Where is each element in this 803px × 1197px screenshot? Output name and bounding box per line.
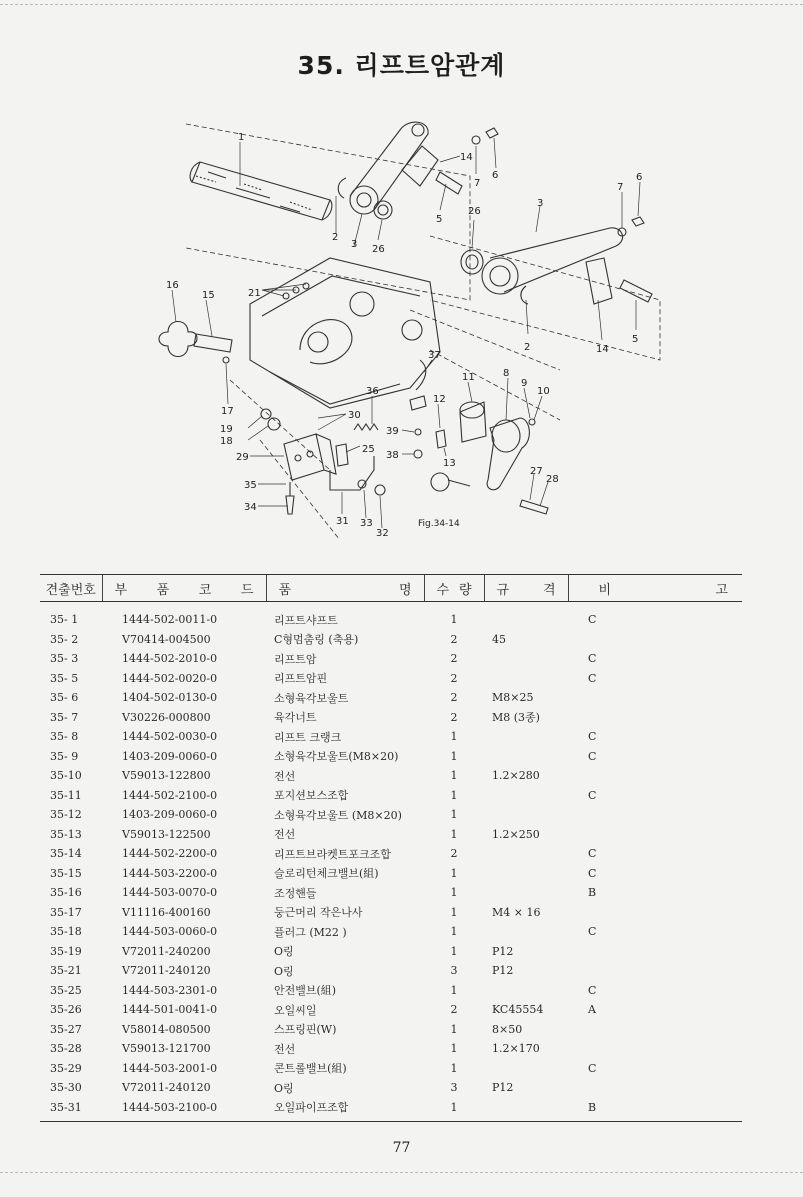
quantity-cell: 1: [450, 905, 458, 919]
spec-cell: [484, 1059, 568, 1079]
header-no: 견출번호: [40, 575, 102, 602]
table-row: [40, 649, 742, 669]
part-label: 13: [443, 458, 456, 469]
part-name-cell: 포지션보스조합: [274, 789, 349, 803]
note-cell: [568, 1078, 742, 1098]
note-cell: C: [588, 1061, 597, 1075]
table-row: [40, 766, 742, 786]
header-note-char: 고: [715, 582, 728, 598]
part-code-cell: V59013-122800: [122, 769, 211, 783]
part-label: 5: [632, 334, 639, 345]
spec-cell: M4 × 16: [492, 905, 541, 919]
part-code-cell: 1444-502-2100-0: [122, 788, 218, 802]
part-name-cell: 소형육각보울트 (M8×20): [274, 808, 402, 822]
part-label: 9: [521, 378, 528, 389]
table-row: [40, 786, 742, 806]
quantity-cell: 2: [450, 710, 458, 724]
page-number: 77: [392, 1140, 411, 1156]
part-name-cell: 리프트암: [274, 652, 317, 666]
part-number-cell: 35-29: [50, 1061, 82, 1075]
part-code-cell: 1444-502-0030-0: [122, 730, 218, 744]
header-qty-char: 량: [458, 582, 472, 598]
part-label: 16: [166, 280, 179, 291]
part-code-cell: V70414-004500: [122, 632, 211, 646]
part-label: 6: [636, 172, 643, 183]
part-label: 10: [537, 386, 550, 397]
part-name-cell: 전선: [274, 769, 296, 783]
spec-cell: [484, 844, 568, 864]
part-number-cell: 35-18: [50, 925, 82, 939]
table-row: [40, 688, 742, 708]
spec-cell: [484, 786, 568, 806]
part-code-cell: 1444-503-2200-0: [122, 866, 218, 880]
table-row: [40, 981, 742, 1001]
part-number-cell: 35-21: [50, 964, 82, 978]
part-name-cell: 소형육각보울트(M8×20): [274, 750, 399, 764]
quantity-cell: 2: [450, 1003, 458, 1017]
spec-cell: P12: [492, 1081, 514, 1095]
part-name-cell: 리프트암핀: [274, 672, 328, 686]
part-label: 28: [546, 474, 559, 485]
part-number-cell: 35- 8: [50, 730, 79, 744]
table-row: [40, 903, 742, 923]
part-number-cell: 35-17: [50, 905, 82, 919]
part-label: 36: [366, 386, 379, 397]
part-number-cell: 35-12: [50, 808, 82, 822]
part-name-cell: 리프트 크랭크: [274, 730, 342, 744]
table-row: [40, 630, 742, 650]
part-label: 33: [360, 518, 373, 529]
table-row: [40, 883, 742, 903]
note-cell: C: [588, 730, 597, 744]
part-label: 5: [436, 214, 443, 225]
part-code-cell: 1404-502-0130-0: [122, 691, 218, 705]
spec-cell: P12: [492, 964, 514, 978]
part-label: 7: [474, 178, 481, 189]
spec-cell: [484, 602, 568, 630]
part-number-cell: 35-11: [50, 788, 82, 802]
table-row: [40, 1078, 742, 1098]
spec-cell: P12: [492, 944, 514, 958]
table-row: [40, 602, 742, 630]
parts-table-body: [40, 602, 742, 1122]
part-code-cell: 1444-502-0020-0: [122, 671, 218, 685]
header-code: [102, 575, 266, 602]
quantity-cell: 1: [450, 730, 458, 744]
table-row: [40, 727, 742, 747]
spec-cell: [484, 747, 568, 767]
part-label: 39: [386, 426, 399, 437]
part-code-cell: 1444-503-0060-0: [122, 925, 218, 939]
header-qty: [424, 575, 484, 602]
note-cell: C: [588, 749, 597, 763]
spec-cell: M8×25: [492, 691, 534, 705]
spec-cell: [484, 864, 568, 884]
quantity-cell: 1: [450, 925, 458, 939]
note-cell: A: [588, 1003, 596, 1017]
quantity-cell: 1: [450, 886, 458, 900]
part-name-cell: 리프트샤프트: [274, 613, 338, 627]
part-label: 14: [596, 344, 609, 355]
note-cell: [568, 825, 742, 845]
spec-cell: [484, 649, 568, 669]
note-cell: C: [588, 652, 597, 666]
table-row: [40, 844, 742, 864]
spec-cell: [484, 981, 568, 1001]
parts-table: [40, 574, 742, 1122]
part-number-cell: 35-28: [50, 1042, 82, 1056]
part-label: 18: [220, 436, 233, 447]
part-number-cell: 35-25: [50, 983, 82, 997]
part-name-cell: 전선: [274, 828, 296, 842]
quantity-cell: 1: [450, 1042, 458, 1056]
spec-cell: 45: [492, 632, 506, 646]
header-name-char: 품: [278, 582, 292, 598]
note-cell: [568, 688, 742, 708]
part-label: 19: [220, 424, 233, 435]
spec-cell: [484, 805, 568, 825]
part-label: 26: [468, 206, 481, 217]
part-number-cell: 35- 3: [50, 652, 79, 666]
part-label: 12: [433, 394, 446, 405]
spec-cell: 1.2×170: [492, 1042, 540, 1056]
header-spec-char: 격: [542, 582, 556, 598]
quantity-cell: 2: [450, 847, 458, 861]
table-row: [40, 1059, 742, 1079]
part-name-cell: 둥근머리 작은나사: [274, 906, 363, 920]
part-label: 31: [336, 516, 349, 527]
spec-cell: M8 (3종): [492, 711, 540, 725]
part-code-cell: 1444-503-2301-0: [122, 983, 218, 997]
figure-label: Fig.34-14: [418, 519, 460, 529]
part-code-cell: V30226-000800: [122, 710, 211, 724]
part-code-cell: V59013-122500: [122, 827, 211, 841]
part-number-cell: 35-14: [50, 847, 82, 861]
page-title: 35. 리프트암관계: [297, 51, 506, 80]
note-cell: C: [588, 925, 597, 939]
part-label: 2: [332, 232, 339, 243]
part-label: 11: [462, 372, 475, 383]
part-name-cell: 스프링핀(W): [274, 1023, 337, 1037]
part-code-cell: V58014-080500: [122, 1022, 211, 1036]
note-cell: C: [588, 613, 597, 627]
note-cell: B: [568, 1098, 742, 1122]
table-row: [40, 825, 742, 845]
part-code-cell: V72011-240120: [122, 1081, 211, 1095]
parts-table-header: [40, 575, 742, 602]
part-code-cell: V72011-240120: [122, 964, 211, 978]
part-number-cell: 35- 2: [50, 632, 79, 646]
table-row: [40, 708, 742, 728]
part-name-cell: 전선: [274, 1042, 296, 1056]
part-label: 17: [221, 406, 234, 417]
part-number-cell: 35- 6: [50, 691, 79, 705]
header-name: [266, 575, 424, 602]
quantity-cell: 3: [450, 1081, 458, 1095]
spec-cell: 1.2×250: [492, 827, 540, 841]
header-spec-char: 규: [496, 582, 510, 598]
quantity-cell: 2: [450, 691, 458, 705]
part-number-cell: 35-26: [50, 1003, 82, 1017]
note-cell: C: [588, 866, 597, 880]
part-label: 35: [244, 480, 257, 491]
part-label: 7: [617, 182, 624, 193]
spec-cell: [484, 669, 568, 689]
part-code-cell: 1444-501-0041-0: [122, 1003, 218, 1017]
spec-cell: 1.2×280: [492, 769, 540, 783]
part-label: 34: [244, 502, 257, 513]
part-label: 8: [503, 368, 510, 379]
part-code-cell: 1444-502-2010-0: [122, 652, 218, 666]
part-code-cell: 1444-502-2200-0: [122, 847, 218, 861]
part-label: 3: [351, 239, 358, 250]
part-label: 25: [362, 444, 375, 455]
table-row: [40, 1020, 742, 1040]
part-label: 29: [236, 452, 249, 463]
note-cell: [568, 708, 742, 728]
part-label: 32: [376, 528, 389, 539]
header-note: [568, 575, 742, 602]
table-row: [40, 669, 742, 689]
part-number-cell: 35- 1: [50, 613, 79, 627]
note-cell: [568, 766, 742, 786]
quantity-cell: 2: [450, 671, 458, 685]
spec-cell: KC45554: [492, 1003, 544, 1017]
part-number-cell: 35-13: [50, 827, 82, 841]
part-number-cell: 35-30: [50, 1081, 82, 1095]
part-label: 14: [460, 152, 473, 163]
part-name-cell: 리프트브라켓트포크조합: [274, 847, 391, 861]
part-name-cell: O링: [274, 964, 294, 978]
part-label: 38: [386, 450, 399, 461]
lift-crank-part: [460, 402, 548, 514]
part-number-cell: 35- 7: [50, 710, 79, 724]
part-label: 26: [372, 244, 385, 255]
lift-housing-part: [250, 258, 440, 408]
spec-cell: [484, 883, 568, 903]
part-name-cell: 조정핸들: [274, 886, 317, 900]
quantity-cell: 1: [450, 788, 458, 802]
quantity-cell: 1: [450, 613, 458, 627]
lift-shaft-part: [190, 162, 332, 220]
table-row: [40, 1000, 742, 1020]
note-cell: C: [588, 788, 597, 802]
quantity-cell: 1: [450, 866, 458, 880]
part-code-cell: 1403-209-0060-0: [122, 808, 218, 822]
part-label: 30: [348, 410, 361, 421]
note-cell: [568, 630, 742, 650]
part-code-cell: 1403-209-0060-0: [122, 749, 218, 763]
part-label: 37: [428, 350, 441, 361]
table-row: [40, 747, 742, 767]
quantity-cell: 1: [450, 944, 458, 958]
quantity-cell: 1: [450, 749, 458, 763]
part-name-cell: 소형육각보울트: [274, 691, 349, 705]
note-cell: [568, 1020, 742, 1040]
note-cell: C: [588, 671, 597, 685]
lift-arm-left-part: [338, 122, 438, 219]
note-cell: B: [588, 886, 597, 900]
part-code-cell: 1444-502-0011-0: [122, 613, 218, 627]
lift-arm-right-part: [461, 217, 652, 304]
part-label: 3: [537, 198, 544, 209]
header-code-char: 품: [156, 582, 170, 598]
note-cell: C: [588, 983, 597, 997]
part-label: 1: [238, 132, 245, 143]
part-code-cell: 1444-503-0070-0: [122, 886, 218, 900]
part-name-cell: 오일씨일: [274, 1003, 317, 1017]
table-row: [40, 805, 742, 825]
header-name-char: 명: [398, 582, 412, 598]
part-label: 15: [202, 290, 215, 301]
spec-cell: [484, 922, 568, 942]
quantity-cell: 1: [450, 1022, 458, 1036]
table-row: [40, 922, 742, 942]
part-code-cell: 1444-503-2001-0: [122, 1061, 218, 1075]
adjusting-handle-part: [159, 322, 232, 364]
quantity-cell: 1: [424, 1098, 484, 1122]
header-qty-char: 수: [436, 582, 450, 598]
note-cell: [568, 805, 742, 825]
part-name-cell: 플러그 (M22 ): [274, 925, 347, 939]
note-cell: [568, 961, 742, 981]
quantity-cell: 1: [450, 769, 458, 783]
spec-cell: 8×50: [492, 1022, 523, 1036]
part-name-cell: 안전밸브(組): [274, 984, 337, 998]
part-name-cell: 슬로리턴체크밸브(組): [274, 867, 379, 881]
part-name-cell: O링: [274, 945, 294, 959]
part-code-cell: 1444-503-2100-0: [102, 1098, 266, 1122]
quantity-cell: 3: [450, 964, 458, 978]
table-row: [40, 961, 742, 981]
return-spring-part: [354, 360, 426, 430]
quantity-cell: 1: [450, 808, 458, 822]
header-spec: [484, 575, 568, 602]
quantity-cell: 1: [450, 1061, 458, 1075]
part-name-cell: 오일파이프조합: [266, 1098, 424, 1122]
part-number-cell: 35-10: [50, 769, 82, 783]
part-number-cell: 35- 9: [50, 749, 79, 763]
table-row: [40, 1098, 742, 1122]
part-code-cell: V72011-240200: [122, 944, 211, 958]
quantity-cell: 2: [450, 632, 458, 646]
note-cell: [568, 942, 742, 962]
header-code-char: 코: [198, 582, 212, 598]
part-number-cell: 35- 5: [50, 671, 79, 685]
part-name-cell: 콘트롤밸브(組): [274, 1062, 347, 1076]
part-label: 2: [524, 342, 531, 353]
spec-cell: [484, 1098, 568, 1122]
part-code-cell: V59013-121700: [122, 1042, 211, 1056]
note-cell: [568, 1039, 742, 1059]
part-number-cell: 35-19: [50, 944, 82, 958]
guide-frame-arm: [430, 236, 660, 360]
part-label: 21: [248, 288, 261, 299]
part-name-cell: 육각너트: [274, 711, 317, 725]
table-row: [40, 1039, 742, 1059]
part-number-cell: 35-31: [40, 1098, 102, 1122]
part-number-cell: 35-15: [50, 866, 82, 880]
exploded-parts-diagram: [0, 0, 803, 560]
quantity-cell: 1: [450, 827, 458, 841]
quantity-cell: 2: [450, 652, 458, 666]
part-number-cell: 35-16: [50, 886, 82, 900]
note-cell: [568, 903, 742, 923]
note-cell: C: [588, 847, 597, 861]
part-code-cell: V11116-400160: [122, 905, 211, 919]
header-note-char: 비: [598, 582, 612, 598]
header-code-char: 드: [240, 582, 254, 598]
quantity-cell: 1: [450, 983, 458, 997]
header-code-char: 부: [114, 582, 128, 598]
part-name-cell: O링: [274, 1081, 294, 1095]
part-label: 6: [492, 170, 499, 181]
part-number-cell: 35-27: [50, 1022, 82, 1036]
table-row: [40, 942, 742, 962]
part-name-cell: C형멈춤링 (축용): [274, 633, 359, 647]
scan-edge-bottom: [0, 1172, 803, 1173]
part-label: 27: [530, 466, 543, 477]
table-row: [40, 864, 742, 884]
spec-cell: [484, 727, 568, 747]
